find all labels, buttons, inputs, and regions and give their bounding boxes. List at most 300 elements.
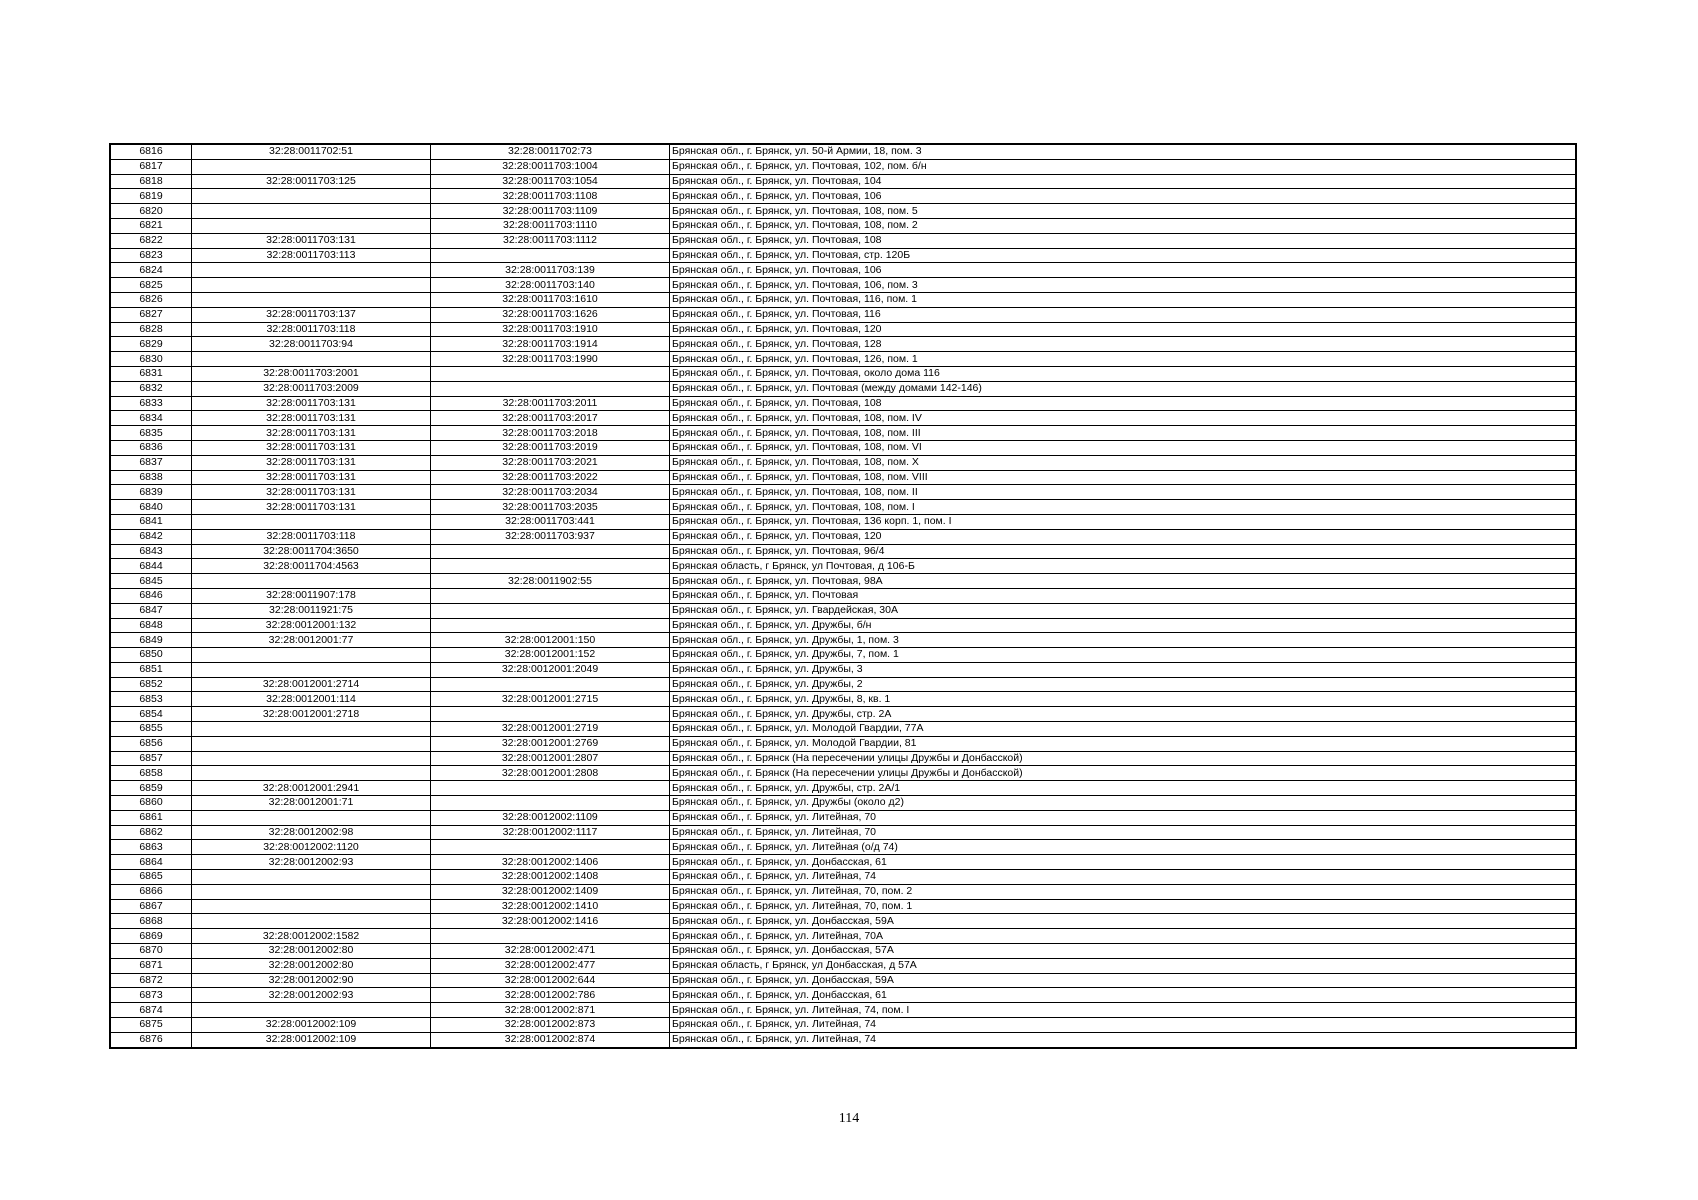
object-cadastral-number-cell: 32:28:0011703:1914 — [431, 337, 670, 352]
object-cadastral-number-cell: 32:28:0012002:1416 — [431, 914, 670, 929]
table-row — [110, 455, 1576, 470]
land-cadastral-number-cell — [192, 766, 431, 781]
land-cadastral-number-cell — [192, 159, 431, 174]
table-row — [110, 766, 1576, 781]
row-number-cell: 6825 — [110, 278, 192, 293]
address-cell: Брянская обл., г. Брянск (На пересечении улицы Дружбы и Донбасской) — [670, 751, 1577, 766]
address-cell: Брянская обл., г. Брянск, ул. Донбасская, 57А — [670, 944, 1577, 959]
row-number-cell: 6851 — [110, 662, 192, 677]
table-row — [110, 411, 1576, 426]
table-row — [110, 840, 1576, 855]
row-number-cell: 6859 — [110, 781, 192, 796]
object-cadastral-number-cell: 32:28:0011703:1054 — [431, 174, 670, 189]
address-cell: Брянская обл., г. Брянск, ул. Почтовая, 98А — [670, 574, 1577, 589]
land-cadastral-number-cell — [192, 218, 431, 233]
table-row — [110, 248, 1576, 263]
table-row — [110, 618, 1576, 633]
row-number-cell: 6844 — [110, 559, 192, 574]
object-cadastral-number-cell: 32:28:0012002:477 — [431, 958, 670, 973]
address-cell: Брянская обл., г. Брянск, ул. 50-й Армии, 18, пом. 3 — [670, 144, 1577, 159]
table-row — [110, 218, 1576, 233]
row-number-cell: 6845 — [110, 574, 192, 589]
row-number-cell: 6818 — [110, 174, 192, 189]
object-cadastral-number-cell — [431, 929, 670, 944]
address-cell: Брянская обл., г. Брянск, ул. Почтовая, 116 — [670, 307, 1577, 322]
land-cadastral-number-cell: 32:28:0012001:114 — [192, 692, 431, 707]
row-number-cell: 6846 — [110, 588, 192, 603]
object-cadastral-number-cell: 32:28:0012001:2807 — [431, 751, 670, 766]
address-cell: Брянская обл., г. Брянск, ул. Донбасская, 61 — [670, 988, 1577, 1003]
address-cell: Брянская обл., г. Брянск, ул. Почтовая, 108, пом. III — [670, 426, 1577, 441]
land-cadastral-number-cell — [192, 884, 431, 899]
row-number-cell: 6869 — [110, 929, 192, 944]
address-cell: Брянская обл., г. Брянск, ул. Почтовая, 106 — [670, 263, 1577, 278]
row-number-cell: 6819 — [110, 189, 192, 204]
land-cadastral-number-cell: 32:28:0012002:93 — [192, 988, 431, 1003]
object-cadastral-number-cell: 32:28:0012001:152 — [431, 648, 670, 663]
row-number-cell: 6816 — [110, 144, 192, 159]
address-cell: Брянская обл., г. Брянск, ул. Гвардейская, 30А — [670, 603, 1577, 618]
land-cadastral-number-cell — [192, 189, 431, 204]
table-row — [110, 307, 1576, 322]
table-row — [110, 677, 1576, 692]
object-cadastral-number-cell — [431, 544, 670, 559]
row-number-cell: 6870 — [110, 944, 192, 959]
table-row — [110, 233, 1576, 248]
table-row — [110, 870, 1576, 885]
address-cell: Брянская обл., г. Брянск, ул. Дружбы (около д2) — [670, 796, 1577, 811]
row-number-cell: 6853 — [110, 692, 192, 707]
table-row — [110, 899, 1576, 914]
address-cell: Брянская обл., г. Брянск, ул. Почтовая, 126, пом. 1 — [670, 352, 1577, 367]
table-row — [110, 529, 1576, 544]
address-cell: Брянская область, г Брянск, ул Донбасская, д 57А — [670, 958, 1577, 973]
table-row — [110, 396, 1576, 411]
address-cell: Брянская обл., г. Брянск, ул. Почтовая, около дома 116 — [670, 366, 1577, 381]
object-cadastral-number-cell: 32:28:0011703:441 — [431, 514, 670, 529]
address-cell: Брянская обл., г. Брянск, ул. Почтовая, 104 — [670, 174, 1577, 189]
land-cadastral-number-cell: 32:28:0012001:2941 — [192, 781, 431, 796]
land-cadastral-number-cell: 32:28:0012001:71 — [192, 796, 431, 811]
table-row — [110, 204, 1576, 219]
object-cadastral-number-cell: 32:28:0011703:2034 — [431, 485, 670, 500]
address-cell: Брянская обл., г. Брянск, ул. Почтовая, 108, пом. II — [670, 485, 1577, 500]
land-cadastral-number-cell — [192, 648, 431, 663]
table-row — [110, 633, 1576, 648]
address-cell: Брянская обл., г. Брянск, ул. Молодой Гвардии, 81 — [670, 736, 1577, 751]
row-number-cell: 6831 — [110, 366, 192, 381]
address-cell: Брянская обл., г. Брянск, ул. Молодой Гвардии, 77А — [670, 722, 1577, 737]
land-cadastral-number-cell: 32:28:0012002:93 — [192, 855, 431, 870]
land-cadastral-number-cell — [192, 899, 431, 914]
land-cadastral-number-cell — [192, 722, 431, 737]
land-cadastral-number-cell — [192, 292, 431, 307]
table-row — [110, 189, 1576, 204]
table-row — [110, 440, 1576, 455]
address-cell: Брянская обл., г. Брянск, ул. Почтовая, 108, пом. VI — [670, 440, 1577, 455]
row-number-cell: 6872 — [110, 973, 192, 988]
row-number-cell: 6847 — [110, 603, 192, 618]
table-row — [110, 958, 1576, 973]
object-cadastral-number-cell: 32:28:0012001:2715 — [431, 692, 670, 707]
land-cadastral-number-cell: 32:28:0012002:1120 — [192, 840, 431, 855]
table-row — [110, 1003, 1576, 1018]
address-cell: Брянская обл., г. Брянск, ул. Почтовая, 108, пом. VIII — [670, 470, 1577, 485]
object-cadastral-number-cell: 32:28:0011703:2011 — [431, 396, 670, 411]
table-row — [110, 944, 1576, 959]
row-number-cell: 6835 — [110, 426, 192, 441]
address-cell: Брянская обл., г. Брянск, ул. Литейная, 70, пом. 2 — [670, 884, 1577, 899]
land-cadastral-number-cell: 32:28:0011703:131 — [192, 426, 431, 441]
object-cadastral-number-cell: 32:28:0012002:873 — [431, 1018, 670, 1033]
address-cell: Брянская обл., г. Брянск, ул. Почтовая, 108 — [670, 396, 1577, 411]
row-number-cell: 6827 — [110, 307, 192, 322]
land-cadastral-number-cell: 32:28:0012002:109 — [192, 1018, 431, 1033]
address-cell: Брянская обл., г. Брянск, ул. Почтовая, 108 — [670, 233, 1577, 248]
row-number-cell: 6841 — [110, 514, 192, 529]
row-number-cell: 6860 — [110, 796, 192, 811]
table-row — [110, 825, 1576, 840]
row-number-cell: 6854 — [110, 707, 192, 722]
row-number-cell: 6861 — [110, 810, 192, 825]
table-row — [110, 796, 1576, 811]
land-cadastral-number-cell — [192, 662, 431, 677]
table-row — [110, 855, 1576, 870]
table-row — [110, 485, 1576, 500]
land-cadastral-number-cell: 32:28:0012002:80 — [192, 944, 431, 959]
row-number-cell: 6865 — [110, 870, 192, 885]
land-cadastral-number-cell: 32:28:0011703:113 — [192, 248, 431, 263]
land-cadastral-number-cell: 32:28:0012002:109 — [192, 1032, 431, 1047]
address-cell: Брянская обл., г. Брянск, ул. Почтовая, 96/4 — [670, 544, 1577, 559]
table-row — [110, 500, 1576, 515]
row-number-cell: 6868 — [110, 914, 192, 929]
land-cadastral-number-cell: 32:28:0011703:94 — [192, 337, 431, 352]
land-cadastral-number-cell: 32:28:0011702:51 — [192, 144, 431, 159]
row-number-cell: 6836 — [110, 440, 192, 455]
object-cadastral-number-cell: 32:28:0012002:871 — [431, 1003, 670, 1018]
table-row — [110, 810, 1576, 825]
address-cell: Брянская обл., г. Брянск, ул. Литейная, 70, пом. 1 — [670, 899, 1577, 914]
address-cell: Брянская обл., г. Брянск, ул. Почтовая, 116, пом. 1 — [670, 292, 1577, 307]
address-cell: Брянская область, г Брянск, ул Почтовая, д 106-Б — [670, 559, 1577, 574]
land-cadastral-number-cell: 32:28:0011704:4563 — [192, 559, 431, 574]
row-number-cell: 6834 — [110, 411, 192, 426]
address-cell: Брянская обл., г. Брянск, ул. Почтовая, 102, пом. б/н — [670, 159, 1577, 174]
row-number-cell: 6830 — [110, 352, 192, 367]
address-cell: Брянская обл., г. Брянск, ул. Литейная (о/д 74) — [670, 840, 1577, 855]
land-cadastral-number-cell: 32:28:0011703:131 — [192, 440, 431, 455]
row-number-cell: 6858 — [110, 766, 192, 781]
address-cell: Брянская обл., г. Брянск, ул. Донбасская, 59А — [670, 973, 1577, 988]
object-cadastral-number-cell: 32:28:0012002:1409 — [431, 884, 670, 899]
object-cadastral-number-cell — [431, 840, 670, 855]
object-cadastral-number-cell: 32:28:0012002:1406 — [431, 855, 670, 870]
table-row — [110, 781, 1576, 796]
address-cell: Брянская обл., г. Брянск, ул. Литейная, 70А — [670, 929, 1577, 944]
address-cell: Брянская обл., г. Брянск, ул. Почтовая, 120 — [670, 322, 1577, 337]
table-row — [110, 544, 1576, 559]
address-cell: Брянская обл., г. Брянск, ул. Дружбы, 3 — [670, 662, 1577, 677]
row-number-cell: 6848 — [110, 618, 192, 633]
object-cadastral-number-cell: 32:28:0011703:1109 — [431, 204, 670, 219]
row-number-cell: 6867 — [110, 899, 192, 914]
row-number-cell: 6820 — [110, 204, 192, 219]
table-row — [110, 263, 1576, 278]
address-cell: Брянская обл., г. Брянск, ул. Литейная, 70 — [670, 825, 1577, 840]
row-number-cell: 6849 — [110, 633, 192, 648]
object-cadastral-number-cell — [431, 796, 670, 811]
land-cadastral-number-cell: 32:28:0011907:178 — [192, 588, 431, 603]
address-cell: Брянская обл., г. Брянск, ул. Донбасская, 61 — [670, 855, 1577, 870]
land-cadastral-number-cell: 32:28:0011703:137 — [192, 307, 431, 322]
land-cadastral-number-cell: 32:28:0012001:2714 — [192, 677, 431, 692]
land-cadastral-number-cell: 32:28:0011703:2009 — [192, 381, 431, 396]
address-cell: Брянская обл., г. Брянск, ул. Литейная, 74, пом. I — [670, 1003, 1577, 1018]
object-cadastral-number-cell: 32:28:0011703:1112 — [431, 233, 670, 248]
address-cell: Брянская обл., г. Брянск, ул. Почтовая (между домами 142-146) — [670, 381, 1577, 396]
object-cadastral-number-cell — [431, 707, 670, 722]
object-cadastral-number-cell: 32:28:0011902:55 — [431, 574, 670, 589]
row-number-cell: 6840 — [110, 500, 192, 515]
address-cell: Брянская обл., г. Брянск, ул. Дружбы, 2 — [670, 677, 1577, 692]
object-cadastral-number-cell: 32:28:0012001:2719 — [431, 722, 670, 737]
address-cell: Брянская обл., г. Брянск, ул. Почтовая, 106, пом. 3 — [670, 278, 1577, 293]
object-cadastral-number-cell: 32:28:0012002:1117 — [431, 825, 670, 840]
table-row — [110, 736, 1576, 751]
object-cadastral-number-cell — [431, 248, 670, 263]
land-cadastral-number-cell: 32:28:0011703:118 — [192, 322, 431, 337]
object-cadastral-number-cell: 32:28:0011703:2017 — [431, 411, 670, 426]
address-cell: Брянская обл., г. Брянск, ул. Дружбы, стр. 2А/1 — [670, 781, 1577, 796]
land-cadastral-number-cell: 32:28:0011703:131 — [192, 500, 431, 515]
row-number-cell: 6871 — [110, 958, 192, 973]
address-cell: Брянская обл., г. Брянск, ул. Дружбы, 7, пом. 1 — [670, 648, 1577, 663]
address-cell: Брянская обл., г. Брянск, ул. Литейная, 74 — [670, 870, 1577, 885]
row-number-cell: 6824 — [110, 263, 192, 278]
object-cadastral-number-cell: 32:28:0012002:1408 — [431, 870, 670, 885]
row-number-cell: 6826 — [110, 292, 192, 307]
object-cadastral-number-cell: 32:28:0011703:140 — [431, 278, 670, 293]
object-cadastral-number-cell: 32:28:0012001:2049 — [431, 662, 670, 677]
object-cadastral-number-cell: 32:28:0012002:874 — [431, 1032, 670, 1047]
table-row — [110, 1018, 1576, 1033]
table-row — [110, 973, 1576, 988]
table-row — [110, 366, 1576, 381]
row-number-cell: 6842 — [110, 529, 192, 544]
table-row — [110, 988, 1576, 1003]
row-number-cell: 6863 — [110, 840, 192, 855]
object-cadastral-number-cell: 32:28:0012002:1109 — [431, 810, 670, 825]
page-number: 114 — [838, 1111, 860, 1126]
address-cell: Брянская обл., г. Брянск, ул. Донбасская, 59А — [670, 914, 1577, 929]
land-cadastral-number-cell: 32:28:0012002:90 — [192, 973, 431, 988]
land-cadastral-number-cell: 32:28:0011703:131 — [192, 411, 431, 426]
table-row — [110, 751, 1576, 766]
table-row — [110, 574, 1576, 589]
land-cadastral-number-cell: 32:28:0012001:132 — [192, 618, 431, 633]
address-cell: Брянская обл., г. Брянск, ул. Почтовая — [670, 588, 1577, 603]
table-row — [110, 692, 1576, 707]
row-number-cell: 6838 — [110, 470, 192, 485]
land-cadastral-number-cell: 32:28:0012001:77 — [192, 633, 431, 648]
object-cadastral-number-cell: 32:28:0012001:2769 — [431, 736, 670, 751]
land-cadastral-number-cell: 32:28:0011703:118 — [192, 529, 431, 544]
table-row — [110, 648, 1576, 663]
row-number-cell: 6866 — [110, 884, 192, 899]
address-cell: Брянская обл., г. Брянск (На пересечении улицы Дружбы и Донбасской) — [670, 766, 1577, 781]
row-number-cell: 6857 — [110, 751, 192, 766]
row-number-cell: 6864 — [110, 855, 192, 870]
land-cadastral-number-cell: 32:28:0012002:98 — [192, 825, 431, 840]
address-cell: Брянская обл., г. Брянск, ул. Почтовая, 120 — [670, 529, 1577, 544]
table-row — [110, 352, 1576, 367]
row-number-cell: 6823 — [110, 248, 192, 263]
object-cadastral-number-cell: 32:28:0012002:786 — [431, 988, 670, 1003]
address-cell: Брянская обл., г. Брянск, ул. Дружбы, б/н — [670, 618, 1577, 633]
row-number-cell: 6874 — [110, 1003, 192, 1018]
land-cadastral-number-cell: 32:28:0011703:125 — [192, 174, 431, 189]
row-number-cell: 6832 — [110, 381, 192, 396]
table-row — [110, 337, 1576, 352]
address-cell: Брянская обл., г. Брянск, ул. Почтовая, 136 корп. 1, пом. I — [670, 514, 1577, 529]
row-number-cell: 6873 — [110, 988, 192, 1003]
row-number-cell: 6856 — [110, 736, 192, 751]
object-cadastral-number-cell: 32:28:0011702:73 — [431, 144, 670, 159]
land-cadastral-number-cell — [192, 751, 431, 766]
object-cadastral-number-cell: 32:28:0011703:2021 — [431, 455, 670, 470]
object-cadastral-number-cell — [431, 618, 670, 633]
address-cell: Брянская обл., г. Брянск, ул. Литейная, 74 — [670, 1032, 1577, 1047]
table-row — [110, 174, 1576, 189]
table-row — [110, 1032, 1576, 1047]
row-number-cell: 6839 — [110, 485, 192, 500]
table-row — [110, 426, 1576, 441]
table-row — [110, 722, 1576, 737]
object-cadastral-number-cell: 32:28:0011703:1626 — [431, 307, 670, 322]
object-cadastral-number-cell: 32:28:0011703:2022 — [431, 470, 670, 485]
row-number-cell: 6850 — [110, 648, 192, 663]
object-cadastral-number-cell: 32:28:0011703:1610 — [431, 292, 670, 307]
address-cell: Брянская обл., г. Брянск, ул. Почтовая, 106 — [670, 189, 1577, 204]
object-cadastral-number-cell — [431, 781, 670, 796]
land-cadastral-number-cell — [192, 870, 431, 885]
row-number-cell: 6837 — [110, 455, 192, 470]
land-cadastral-number-cell: 32:28:0011921:75 — [192, 603, 431, 618]
table-row — [110, 381, 1576, 396]
land-cadastral-number-cell — [192, 1003, 431, 1018]
object-cadastral-number-cell: 32:28:0011703:2019 — [431, 440, 670, 455]
land-cadastral-number-cell: 32:28:0011703:131 — [192, 470, 431, 485]
land-cadastral-number-cell — [192, 263, 431, 278]
object-cadastral-number-cell — [431, 677, 670, 692]
land-cadastral-number-cell: 32:28:0012002:80 — [192, 958, 431, 973]
row-number-cell: 6862 — [110, 825, 192, 840]
address-cell: Брянская обл., г. Брянск, ул. Почтовая, 108, пом. IV — [670, 411, 1577, 426]
object-cadastral-number-cell — [431, 381, 670, 396]
registry-table-body — [110, 144, 1576, 1048]
land-cadastral-number-cell: 32:28:0011703:131 — [192, 396, 431, 411]
address-cell: Брянская обл., г. Брянск, ул. Дружбы, 1, пом. 3 — [670, 633, 1577, 648]
address-cell: Брянская обл., г. Брянск, ул. Почтовая, стр. 120Б — [670, 248, 1577, 263]
address-cell: Брянская обл., г. Брянск, ул. Литейная, 70 — [670, 810, 1577, 825]
row-number-cell: 6876 — [110, 1032, 192, 1047]
object-cadastral-number-cell: 32:28:0011703:1910 — [431, 322, 670, 337]
row-number-cell: 6821 — [110, 218, 192, 233]
row-number-cell: 6843 — [110, 544, 192, 559]
address-cell: Брянская обл., г. Брянск, ул. Почтовая, 108, пом. I — [670, 500, 1577, 515]
table-row — [110, 470, 1576, 485]
land-cadastral-number-cell: 32:28:0011703:2001 — [192, 366, 431, 381]
land-cadastral-number-cell — [192, 810, 431, 825]
address-cell: Брянская обл., г. Брянск, ул. Дружбы, стр. 2А — [670, 707, 1577, 722]
land-cadastral-number-cell — [192, 514, 431, 529]
object-cadastral-number-cell: 32:28:0011703:139 — [431, 263, 670, 278]
object-cadastral-number-cell — [431, 366, 670, 381]
land-cadastral-number-cell: 32:28:0011703:131 — [192, 455, 431, 470]
object-cadastral-number-cell: 32:28:0011703:2018 — [431, 426, 670, 441]
object-cadastral-number-cell: 32:28:0012002:644 — [431, 973, 670, 988]
row-number-cell: 6822 — [110, 233, 192, 248]
object-cadastral-number-cell: 32:28:0011703:1108 — [431, 189, 670, 204]
row-number-cell: 6828 — [110, 322, 192, 337]
object-cadastral-number-cell: 32:28:0011703:937 — [431, 529, 670, 544]
row-number-cell: 6833 — [110, 396, 192, 411]
land-cadastral-number-cell — [192, 574, 431, 589]
row-number-cell: 6875 — [110, 1018, 192, 1033]
row-number-cell: 6855 — [110, 722, 192, 737]
table-row — [110, 929, 1576, 944]
table-row — [110, 559, 1576, 574]
land-cadastral-number-cell: 32:28:0012001:2718 — [192, 707, 431, 722]
table-row — [110, 588, 1576, 603]
land-cadastral-number-cell: 32:28:0011703:131 — [192, 485, 431, 500]
land-cadastral-number-cell — [192, 736, 431, 751]
object-cadastral-number-cell — [431, 588, 670, 603]
object-cadastral-number-cell: 32:28:0011703:1004 — [431, 159, 670, 174]
table-row — [110, 292, 1576, 307]
object-cadastral-number-cell — [431, 603, 670, 618]
row-number-cell: 6852 — [110, 677, 192, 692]
table-row — [110, 884, 1576, 899]
land-cadastral-number-cell: 32:28:0011703:131 — [192, 233, 431, 248]
table-row — [110, 914, 1576, 929]
object-cadastral-number-cell: 32:28:0012002:1410 — [431, 899, 670, 914]
table-row — [110, 603, 1576, 618]
address-cell: Брянская обл., г. Брянск, ул. Почтовая, 108, пом. 2 — [670, 218, 1577, 233]
table-row — [110, 159, 1576, 174]
land-cadastral-number-cell — [192, 352, 431, 367]
object-cadastral-number-cell: 32:28:0012001:2808 — [431, 766, 670, 781]
table-row — [110, 662, 1576, 677]
address-cell: Брянская обл., г. Брянск, ул. Почтовая, 108, пом. X — [670, 455, 1577, 470]
table-row — [110, 514, 1576, 529]
row-number-cell: 6817 — [110, 159, 192, 174]
land-cadastral-number-cell — [192, 914, 431, 929]
address-cell: Брянская обл., г. Брянск, ул. Литейная, 74 — [670, 1018, 1577, 1033]
object-cadastral-number-cell: 32:28:0011703:2035 — [431, 500, 670, 515]
land-cadastral-number-cell: 32:28:0012002:1582 — [192, 929, 431, 944]
object-cadastral-number-cell: 32:28:0012002:471 — [431, 944, 670, 959]
object-cadastral-number-cell: 32:28:0011703:1110 — [431, 218, 670, 233]
object-cadastral-number-cell: 32:28:0011703:1990 — [431, 352, 670, 367]
row-number-cell: 6829 — [110, 337, 192, 352]
land-cadastral-number-cell — [192, 278, 431, 293]
land-cadastral-number-cell: 32:28:0011704:3650 — [192, 544, 431, 559]
table-row — [110, 322, 1576, 337]
table-row — [110, 144, 1576, 159]
object-cadastral-number-cell: 32:28:0012001:150 — [431, 633, 670, 648]
